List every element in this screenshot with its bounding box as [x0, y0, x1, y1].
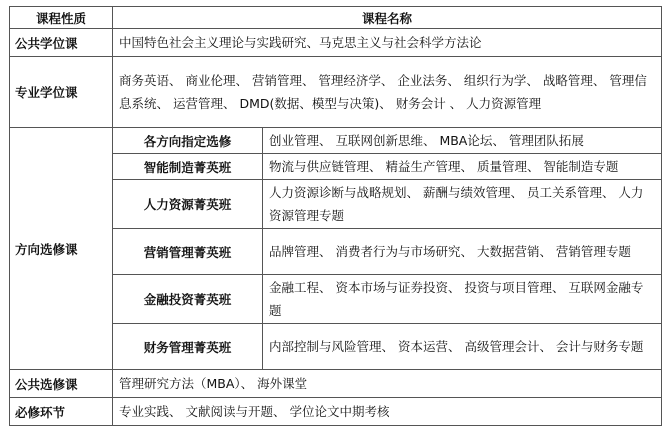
row-content-public-elective: 管理研究方法（MBA）、 海外课堂 — [113, 370, 662, 398]
table-header-row — [10, 7, 662, 29]
row-content-major-degree: 商务英语、 商业伦理、 营销管理、 管理经济学、 企业法务、 组织行为学、 战略管理、 管理信息系统、 运营管理、 DMD(数据、模型与决策)、 财务会计 、 人力资源管理 — [113, 57, 662, 128]
direction-item-content: 内部控制与风险管理、 资本运营、 高级管理会计、 会计与财务专题 — [263, 324, 662, 370]
direction-item-content: 人力资源诊断与战略规划、 薪酬与绩效管理、 员工关系管理、 人力资源管理专题 — [263, 180, 662, 229]
direction-item-name: 财务管理菁英班 — [113, 324, 263, 370]
table-row — [10, 57, 662, 128]
direction-item-name: 人力资源菁英班 — [113, 180, 263, 229]
table-row — [10, 29, 662, 57]
course-table-container — [9, 6, 662, 426]
direction-item-content: 创业管理、 互联网创新思维、 MBA论坛、 管理团队拓展 — [263, 128, 662, 154]
direction-item-name: 各方向指定选修 — [113, 128, 263, 154]
row-label-direction: 方向选修课 — [10, 128, 113, 370]
direction-item-name: 金融投资菁英班 — [113, 275, 263, 324]
row-label-public-elective: 公共选修课 — [10, 370, 113, 398]
direction-item-name: 智能制造菁英班 — [113, 154, 263, 180]
header-course-name: 课程名称 — [113, 7, 662, 29]
direction-item-name: 营销管理菁英班 — [113, 229, 263, 275]
row-content-public-degree: 中国特色社会主义理论与实践研究、马克思主义与社会科学方法论 — [113, 29, 662, 57]
row-label-public-degree: 公共学位课 — [10, 29, 113, 57]
row-label-required: 必修环节 — [10, 398, 113, 426]
header-course-type: 课程性质 — [10, 7, 113, 29]
row-label-major-degree: 专业学位课 — [10, 57, 113, 128]
row-content-required: 专业实践、 文献阅读与开题、 学位论文中期考核 — [113, 398, 662, 426]
direction-item-content: 品牌管理、 消费者行为与市场研究、 大数据营销、 营销管理专题 — [263, 229, 662, 275]
table-row — [10, 370, 662, 398]
direction-item-content: 物流与供应链管理、 精益生产管理、 质量管理、 智能制造专题 — [263, 154, 662, 180]
table-row — [10, 128, 662, 154]
table-row — [10, 398, 662, 426]
direction-item-content: 金融工程、 资本市场与证券投资、 投资与项目管理、 互联网金融专题 — [263, 275, 662, 324]
course-table — [9, 6, 662, 426]
